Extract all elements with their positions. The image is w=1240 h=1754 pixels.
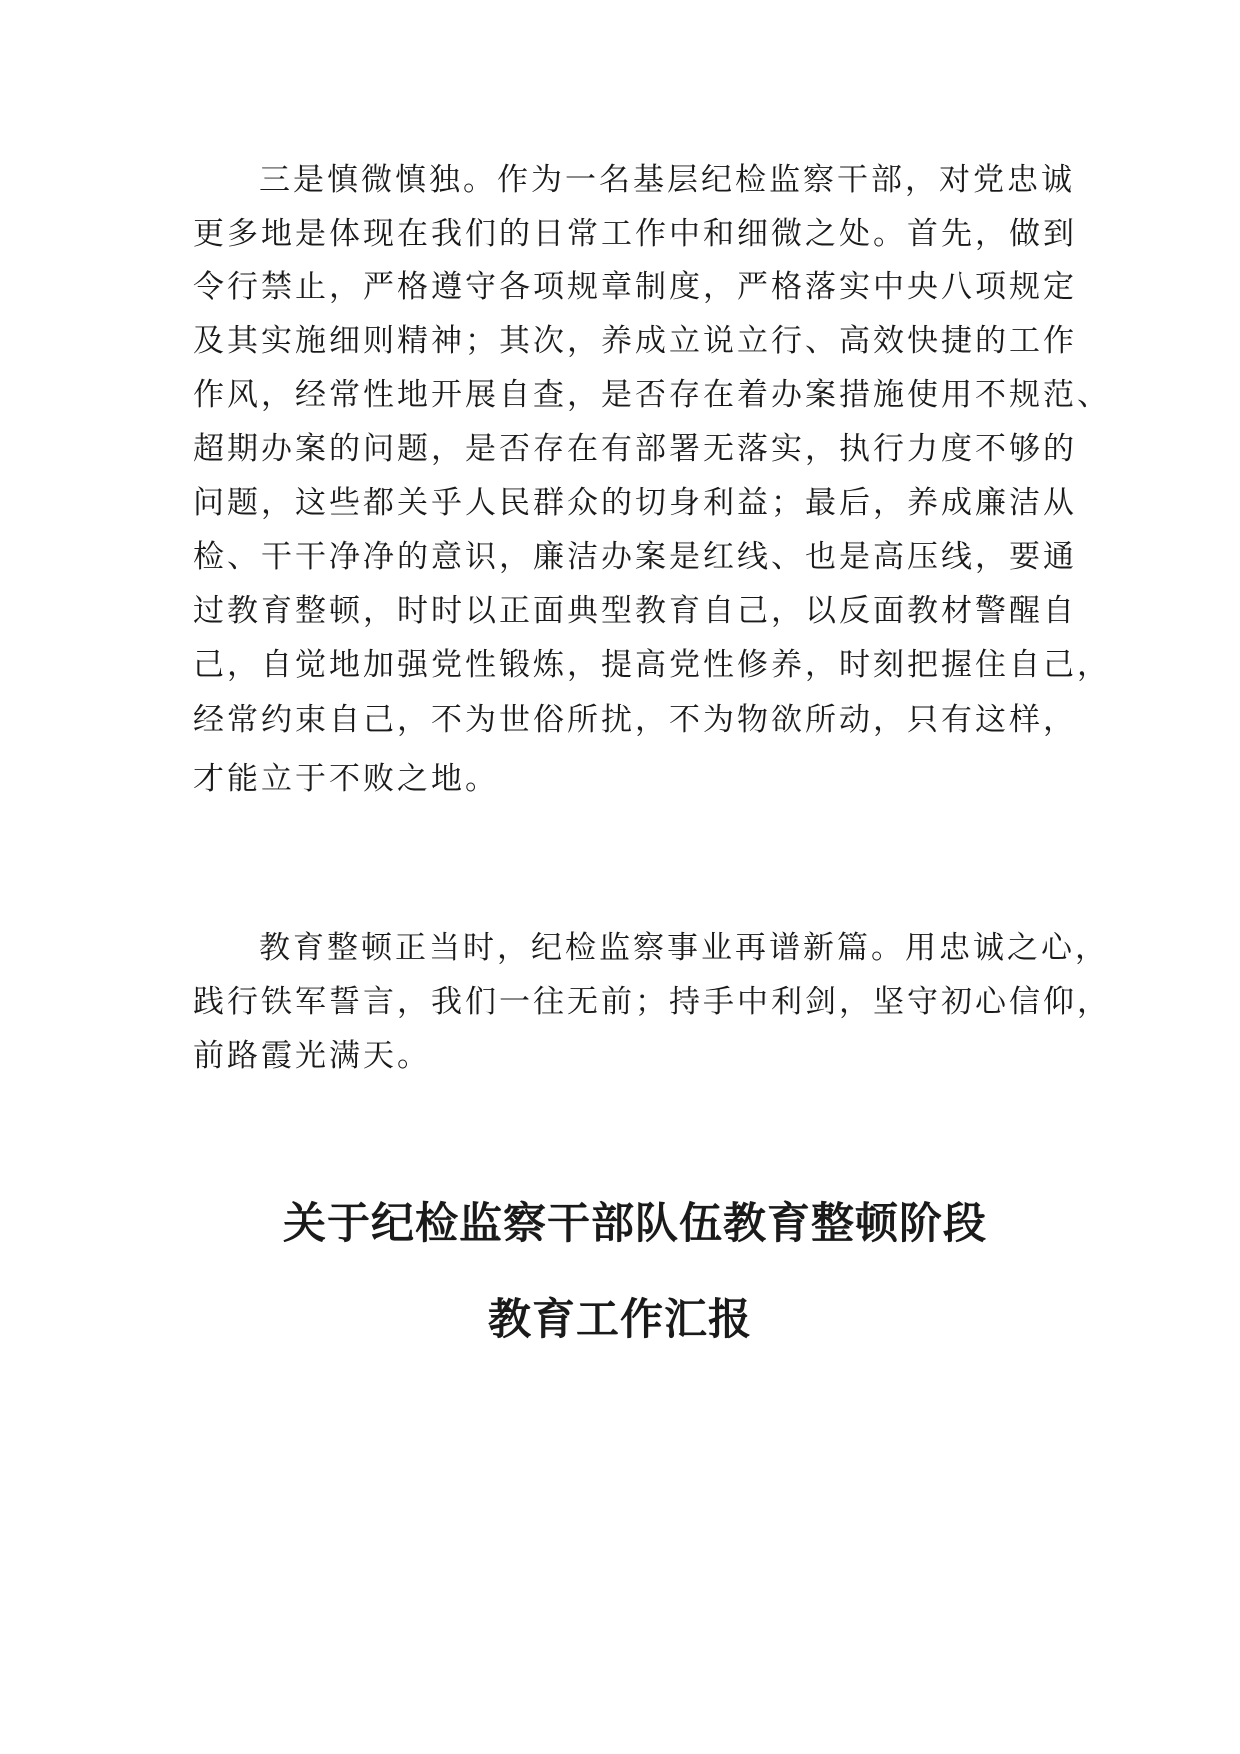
report-title-line-1: 关于纪检监察干部队伍教育整顿阶段 [283, 1199, 987, 1249]
paragraph-line: 作风，经常性地开展自查，是否存在着办案措施使用不规范、 [193, 377, 1111, 413]
paragraph-line: 践行铁军誓言，我们一往无前；持手中利剑，坚守初心信仰， [193, 984, 1111, 1020]
paragraph-line: 前路霞光满天。 [193, 1038, 431, 1074]
paragraph-line: 超期办案的问题，是否存在有部署无落实，执行力度不够的 [193, 431, 1077, 467]
paragraph-line: 过教育整顿，时时以正面典型教育自己，以反面教材警醒自 [193, 593, 1077, 629]
paragraph-line: 及其实施细则精神；其次，养成立说立行、高效快捷的工作 [193, 323, 1077, 359]
paragraph-line: 问题，这些都关乎人民群众的切身利益；最后，养成廉洁从 [193, 485, 1077, 521]
paragraph-line: 检、干干净净的意识，廉洁办案是红线、也是高压线，要通 [193, 539, 1077, 575]
paragraph-line: 经常约束自己，不为世俗所扰，不为物欲所动，只有这样， [193, 702, 1077, 738]
paragraph-line: 教育整顿正当时，纪检监察事业再谱新篇。用忠诚之心， [259, 930, 1109, 966]
report-title-line-2: 教育工作汇报 [488, 1295, 752, 1345]
paragraph-line: 己，自觉地加强党性锻炼，提高党性修养，时刻把握住自己， [193, 647, 1111, 683]
paragraph-line: 更多地是体现在我们的日常工作中和细微之处。首先，做到 [193, 216, 1077, 252]
paragraph-line: 三是慎微慎独。作为一名基层纪检监察干部，对党忠诚 [259, 162, 1075, 198]
paragraph-line: 才能立于不败之地。 [193, 761, 499, 797]
paragraph-line: 令行禁止，严格遵守各项规章制度，严格落实中央八项规定 [193, 269, 1077, 305]
